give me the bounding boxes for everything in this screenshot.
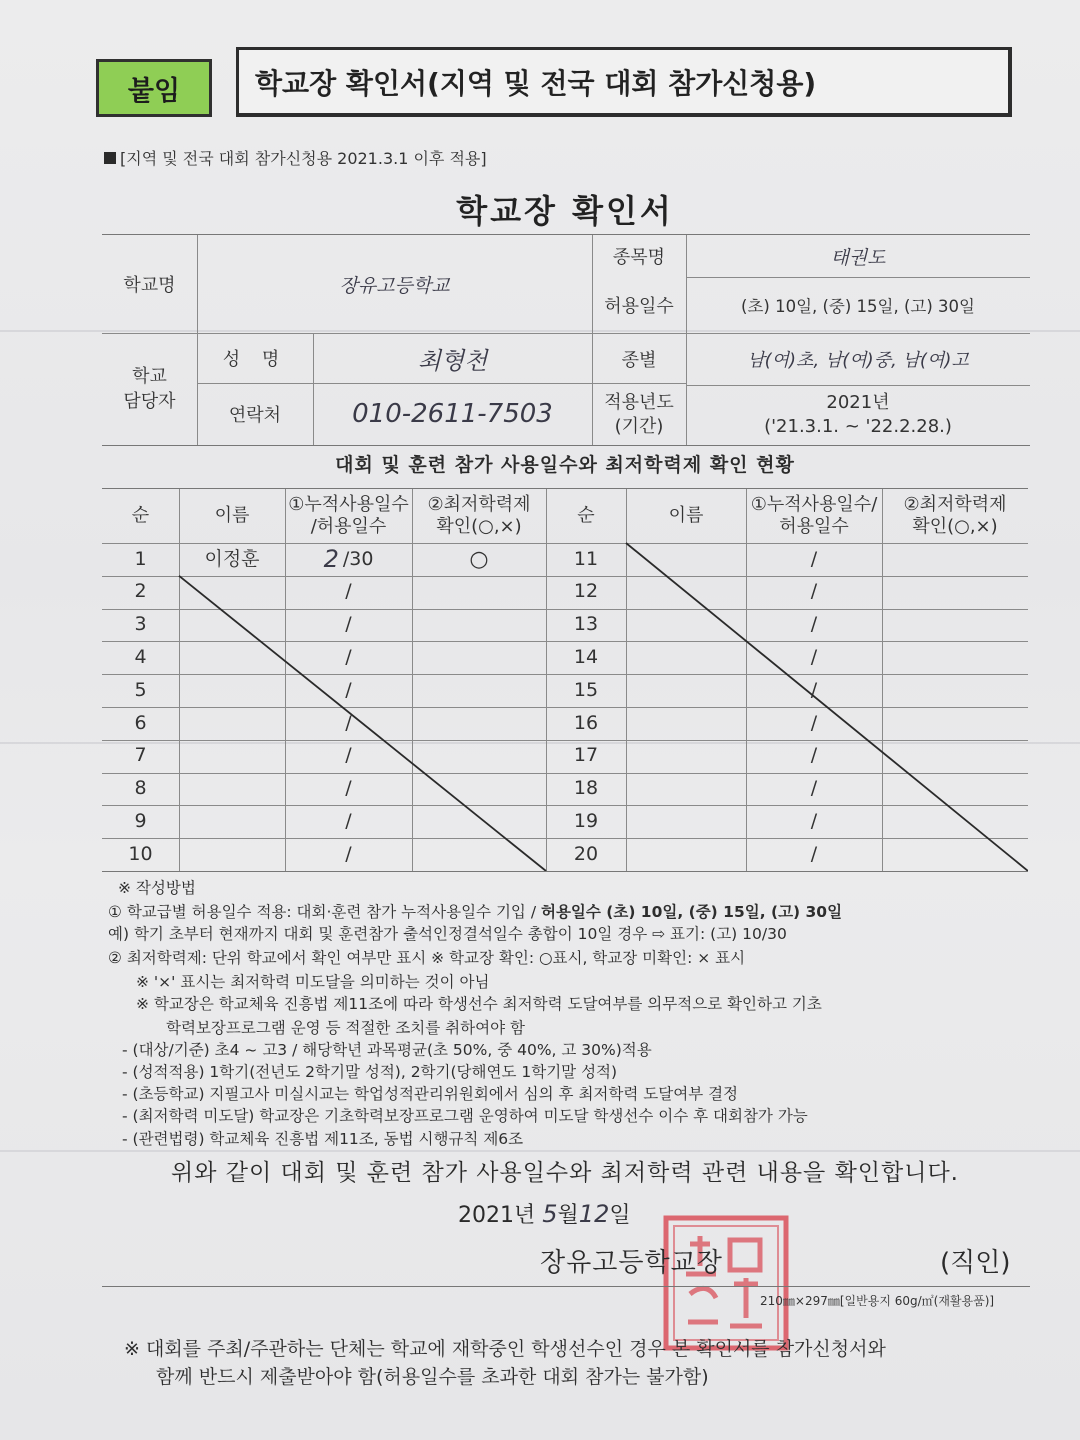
row-seq: 10 <box>128 842 153 865</box>
manager-name-value: 최형천 <box>417 346 488 375</box>
row-seq: 2 <box>134 580 147 603</box>
notes-heading: ※ 작성방법 <box>118 879 196 897</box>
official-seal-icon <box>660 1214 792 1354</box>
row-seq: 17 <box>573 744 599 767</box>
header-seq: 순 <box>131 504 150 526</box>
header-grade-check-right: ②최저학력제 확인(○,×) <box>903 493 1007 537</box>
gender-label: 종별 <box>621 350 657 371</box>
subnote-text: [지역 및 전국 대회 참가신청용 2021.3.1 이후 적용] <box>120 149 487 168</box>
detail-3: - (초등학교) 지필고사 미실시교는 학업성적관리위원회에서 심의 후 최저학력 도달여부 결정 <box>122 1085 739 1103</box>
allowed-days-value: (초) 10일, (중) 15일, (고) 30일 <box>741 297 975 316</box>
note-1-bold: 허용일수 (초) 10일, (중) 15일, (고) 30일 <box>540 903 843 921</box>
school-name-value: 장유고등학교 <box>339 274 450 297</box>
paper-spec: 210㎜×297㎜[일반용지 60g/㎡(재활용품)] <box>760 1294 995 1308</box>
row-seq: 8 <box>134 777 147 800</box>
row-used-days: / <box>810 777 818 800</box>
note-1-example: 예) 학기 초부터 현재까지 대회 및 훈련참가 출석인정결석일수 총합이 10일 경우 ⇨ 표기: (고) 10/30 <box>108 925 787 943</box>
row-used-days: / <box>345 842 352 865</box>
strike-line-left <box>179 576 546 871</box>
row-used-days: / <box>810 547 818 570</box>
bottom-rule <box>102 1286 1030 1287</box>
strike-line-right <box>626 543 1028 871</box>
footer-note-2: 함께 반드시 제출받아야 함(허용일수를 초과한 대회 참가는 불가함) <box>156 1366 709 1388</box>
row-used-days: / <box>810 842 818 865</box>
row-used-days: / <box>810 809 818 832</box>
row-used-days: / <box>810 645 818 668</box>
note-4a: ※ 학교장은 학교체육 진흥법 제11조에 따라 학생선수 최저학력 도달여부를 의무적으로 확인하고 기초 <box>136 995 822 1013</box>
row-seq: 4 <box>134 645 147 668</box>
form-title-box <box>236 47 1012 117</box>
detail-5: - (관련법령) 학교체육 진흥법 제11조, 동법 시행규칙 제6조 <box>122 1130 524 1148</box>
gender-value: 남(여)초, 남(여)중, 남(여)고 <box>747 350 969 371</box>
detail-4: - (최저학력 미도달) 학교장은 기초학력보장프로그램 운영하여 미도달 학생선수 이수 후 대회참가 가능 <box>122 1107 808 1125</box>
row-used-days: / <box>345 613 352 636</box>
row-seq: 5 <box>134 678 147 701</box>
header-used-days-right: ①누적사용일수/ 허용일수 <box>750 493 878 537</box>
row-seq: 9 <box>134 809 147 832</box>
date-year: 2021년 <box>458 1203 536 1228</box>
header-used-days: ①누적사용일수 /허용일수 <box>288 493 409 537</box>
date-month-unit: 월 <box>557 1203 579 1228</box>
square-bullet-icon <box>104 152 116 164</box>
manager-name-label: 성 명 <box>222 349 288 370</box>
row-used-days: / <box>345 580 352 603</box>
confirmation-text: 위와 같이 대회 및 훈련 참가 사용일수와 최저학력 관련 내용을 확인합니다. <box>171 1160 959 1186</box>
header-seq-right: 순 <box>577 504 595 526</box>
row-used-days: / <box>810 744 818 767</box>
fold-crease <box>0 1150 1080 1152</box>
row-used-days: / <box>345 809 352 832</box>
info-table <box>102 234 1030 446</box>
row-seq: 18 <box>573 777 599 800</box>
used-days-value: 2 <box>323 545 339 574</box>
attachment-badge: 붙임 <box>96 59 212 117</box>
row-seq: 16 <box>573 711 599 734</box>
manager-label: 학교 담당자 <box>123 365 176 412</box>
row-seq: 14 <box>573 645 599 668</box>
note-1-text: ① 학교급별 허용일수 적용: 대회·훈련 참가 누적사용일수 기입 / <box>108 903 541 921</box>
row-seq: 1 <box>134 547 147 570</box>
header-name-right: 이름 <box>668 504 704 526</box>
row-used-days: / <box>810 580 818 603</box>
row-seq: 19 <box>573 809 599 832</box>
signature-date <box>458 1198 631 1229</box>
period-value: ('21.3.1. ~ '22.2.28.) <box>764 416 952 437</box>
event-value: 태권도 <box>830 246 886 269</box>
note-3: ※ '×' 표시는 최저학력 미도달을 의미하는 것이 아님 <box>136 973 490 991</box>
row-used-days: / <box>345 744 352 767</box>
note-2: ② 최저학력제: 단위 학교에서 확인 여부만 표시 ※ 학교장 확인: ○표시, 학교장 미확인: × 표시 <box>108 949 746 967</box>
row-name: 이정훈 <box>204 547 260 570</box>
principal-name: 장유고등학교장 <box>540 1248 723 1278</box>
year-value: 2021년 <box>826 391 890 413</box>
footer-note-1: ※ 대회를 주최/주관하는 단체는 학교에 재학중인 학생선수인 경우 본 확인서를 참가신청서와 <box>124 1338 886 1360</box>
allowed-days-label: 허용일수 <box>604 296 674 317</box>
form-title: 학교장 확인서(지역 및 전국 대회 참가신청용) <box>255 66 817 100</box>
row-used-days: / <box>345 678 352 701</box>
seal-label: (직인) <box>940 1248 1011 1278</box>
row-used-days: / <box>810 613 818 636</box>
row-used-days: / <box>345 711 352 734</box>
row-seq: 15 <box>573 678 599 701</box>
header-name: 이름 <box>214 504 250 526</box>
row-used-days: / <box>810 678 818 701</box>
contact-value: 010-2611-7503 <box>352 399 553 429</box>
document-title: 학교장 확인서 <box>456 192 674 230</box>
row-used-days: / <box>345 645 352 668</box>
year-value-cell <box>686 385 1030 445</box>
detail-1: - (대상/기준) 초4 ~ 고3 / 해당학년 과목평균(초 50%, 중 40%, 고 30%)적용 <box>122 1041 652 1059</box>
date-day: 12 <box>578 1200 610 1228</box>
row-seq: 11 <box>573 547 599 570</box>
header-grade-check: ②최저학력제 확인(○,×) <box>427 493 531 537</box>
detail-2: - (성적적용) 1학기(전년도 2학기말 성적), 2학기(당해연도 1학기말 성적) <box>122 1063 618 1081</box>
row-seq: 13 <box>573 613 599 636</box>
note-4b: 학력보장프로그램 운영 등 적절한 조치를 취하여야 함 <box>166 1019 525 1037</box>
event-label: 종목명 <box>612 247 666 268</box>
year-label: 적용년도 (기간) <box>604 391 674 437</box>
note-1 <box>108 900 842 922</box>
date-day-unit: 일 <box>609 1203 631 1228</box>
row-seq: 20 <box>573 842 599 865</box>
section-title: 대회 및 훈련 참가 사용일수와 최저학력제 확인 현황 <box>335 454 795 476</box>
date-month: 5 <box>542 1200 558 1228</box>
allowed-days-value: /30 <box>342 547 374 570</box>
form-subnote <box>104 146 487 169</box>
school-name-label: 학교명 <box>123 275 176 296</box>
row-seq: 3 <box>134 613 147 636</box>
row-seq: 7 <box>134 744 147 767</box>
row-seq: 12 <box>573 580 599 603</box>
contact-label: 연락처 <box>228 405 282 426</box>
row-used-days: / <box>345 777 352 800</box>
row-seq: 6 <box>134 711 147 734</box>
row-used-days: / <box>810 711 818 734</box>
strike-lines <box>102 489 1028 871</box>
participation-table <box>102 488 1028 872</box>
row-grade-check: ○ <box>469 546 489 572</box>
